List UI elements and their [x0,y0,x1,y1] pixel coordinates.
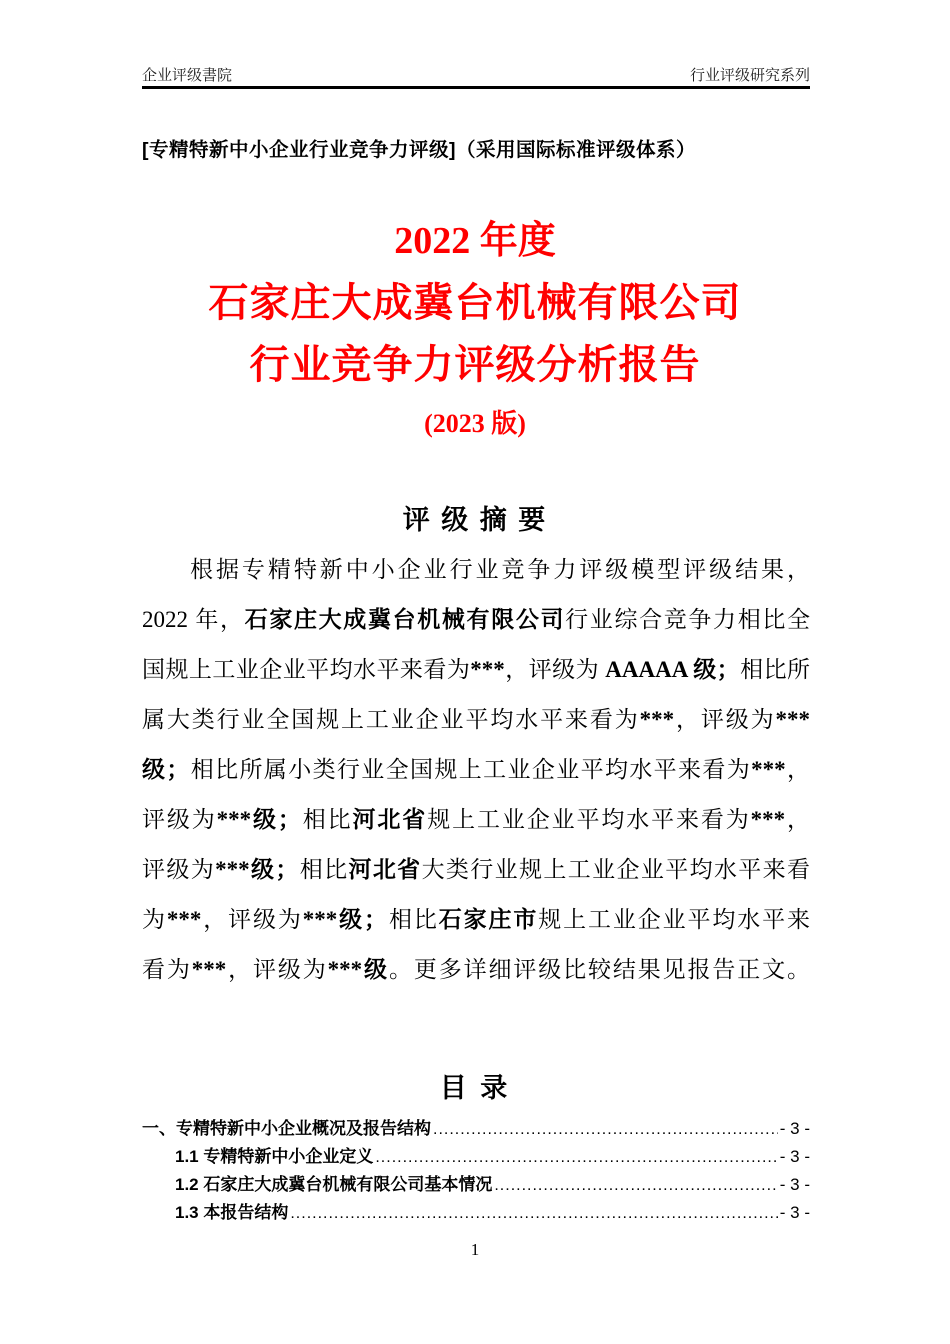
toc-item-page: - 3 - [779,1119,810,1138]
summary-line: 评级为***级；相比河北省规上工业企业平均水平来看为***， [142,807,810,832]
toc-item-page: - 3 - [779,1147,810,1166]
summary-line: 根据专精特新中小企业行业竞争力评级模型评级结果， [190,557,810,582]
summary-heading: 评 级 摘 要 [402,505,548,535]
report-title-block [0,210,950,452]
toc-item-label: 一、专精特新中小企业概况及报告结构 [142,1119,431,1138]
summary-line: 2022 年，石家庄大成冀台机械有限公司行业综合竞争力相比全 [142,607,810,632]
title-report-type: 行业竞争力评级分析报告 [249,342,701,387]
header-rule [142,86,810,89]
toc-item [142,1114,810,1142]
toc-item [142,1198,810,1226]
toc-item [142,1142,810,1170]
toc-dot-leader [375,1147,777,1167]
summary-line: 为***，评级为***级；相比石家庄市规上工业企业平均水平来 [142,907,810,932]
rating-system-subtitle: [专精特新中小企业行业竞争力评级]（采用国际标准评级体系） [142,139,696,161]
toc-dot-leader [433,1119,778,1139]
running-header [142,64,810,85]
table-of-contents [142,1114,810,1226]
toc-heading: 目 录 [439,1073,511,1103]
toc-item-label: 1.1 专精特新中小企业定义 [175,1147,374,1166]
header-left-text: 企业评级書院 [142,67,233,84]
summary-line: 国规上工业企业平均水平来看为***，评级为 AAAAA 级；相比所 [142,657,810,682]
summary-line: 看为***，评级为***级。更多详细评级比较结果见报告正文。 [142,957,810,982]
toc-item-label: 1.2 石家庄大成冀台机械有限公司基本情况 [175,1175,493,1194]
title-edition: (2023 版) [424,409,526,438]
toc-item-page: - 3 - [779,1203,810,1222]
toc-item [142,1170,810,1198]
title-company-name: 石家庄大成冀台机械有限公司 [208,280,742,325]
toc-item-page: - 3 - [779,1175,810,1194]
toc-dot-leader [494,1175,777,1195]
title-year: 2022 年度 [394,220,556,262]
summary-line: 属大类行业全国规上工业企业平均水平来看为***，评级为*** [142,707,810,732]
summary-line: 级；相比所属小类行业全国规上工业企业平均水平来看为***， [142,757,810,782]
summary-line: 评级为***级；相比河北省大类行业规上工业企业平均水平来看 [142,857,810,882]
summary-paragraph [142,545,810,995]
toc-item-label: 1.3 本报告结构 [175,1203,289,1222]
header-right-text: 行业评级研究系列 [689,67,810,84]
page-number: 1 [470,1240,480,1259]
toc-dot-leader [290,1203,777,1223]
